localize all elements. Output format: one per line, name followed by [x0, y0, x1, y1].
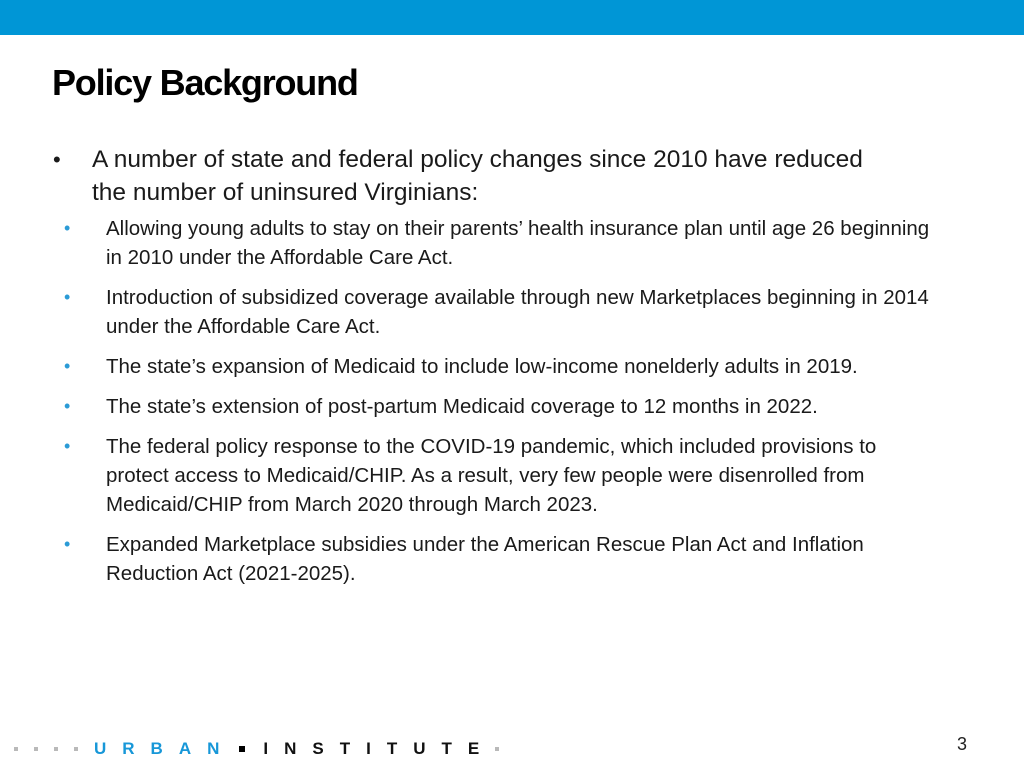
logo-dot: [14, 747, 18, 751]
logo-dot: [34, 747, 38, 751]
sub-bullet-text: Introduction of subsidized coverage available through new Marketplaces beginning in 2014 under the Affordable Care Act.: [106, 286, 929, 338]
sub-bullet-text: Allowing young adults to stay on their parents’ health insurance plan until age 26 beginning in 2010 under the Affordable Care Act.: [106, 217, 930, 269]
sub-bullet-marker: •: [64, 396, 71, 416]
sub-bullet-marker: •: [64, 356, 71, 376]
logo-dot: [74, 747, 78, 751]
sub-bullet-item: [0, 283, 936, 341]
sub-bullet-marker: •: [64, 218, 71, 238]
logo-urban-text: URBAN: [94, 739, 236, 758]
sub-bullet-marker: •: [64, 436, 71, 456]
sub-bullet-item: [0, 432, 936, 519]
logo-institute-text: INSTITUTE: [263, 739, 496, 758]
urban-institute-logo: [14, 738, 499, 760]
main-bullet-text: A number of state and federal policy changes since 2010 have reduced the number of uninsured Virginians:: [92, 146, 863, 206]
main-bullet: [0, 143, 892, 209]
sub-bullet-text: The federal policy response to the COVID-19 pandemic, which included provisions to protect access to Medicaid/CHIP. As a result, very few people were disenrolled from Medicaid/CHIP from March 2020 through March 2023.: [106, 435, 877, 516]
logo-separator: [239, 746, 245, 752]
sub-bullet-list: [0, 214, 1024, 588]
sub-bullet-marker: •: [64, 534, 71, 554]
sub-bullet-item: [0, 352, 936, 381]
header-accent-bar: [0, 0, 1024, 35]
slide-body: [0, 143, 1024, 599]
sub-bullet-item: [0, 214, 936, 272]
sub-bullet-marker: •: [64, 287, 71, 307]
page-number: 3: [957, 734, 968, 754]
sub-bullet-text: Expanded Marketplace subsidies under the American Rescue Plan Act and Inflation Reduction Act (2021-2025).: [106, 533, 864, 585]
sub-bullet-text: The state’s extension of post-partum Medicaid coverage to 12 months in 2022.: [106, 395, 818, 418]
main-bullet-marker: •: [53, 147, 61, 172]
sub-bullet-item: [0, 392, 936, 421]
logo-dot: [495, 747, 499, 751]
sub-bullet-text: The state’s expansion of Medicaid to include low-income nonelderly adults in 2019.: [106, 355, 858, 378]
sub-bullet-item: [0, 530, 936, 588]
logo-dot: [54, 747, 58, 751]
slide-title: Policy Background: [52, 62, 358, 103]
